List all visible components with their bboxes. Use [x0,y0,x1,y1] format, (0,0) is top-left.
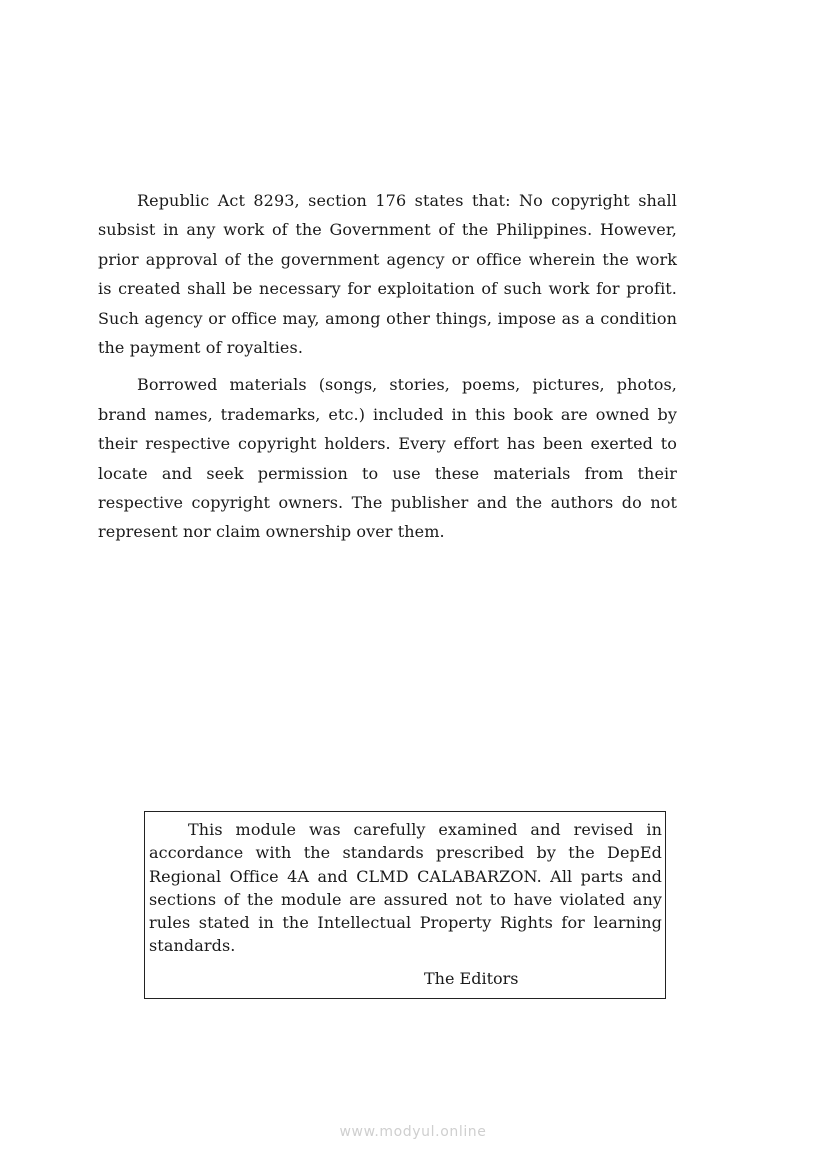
copyright-notice [98,186,677,555]
copyright-paragraph-republic-act: Republic Act 8293, section 176 states that: No copyright shall subsist in any work of the Government of the Philippines. However, prior approval of the government agency or office wherein the work is created shall be necessary for exploitation of such work for profit. Such agency or office may, among other things, impose as a condition the payment of royalties. [98,191,677,358]
copyright-paragraph-borrowed-materials: Borrowed materials (songs, stories, poems, pictures, photos, brand names, trademarks, etc.) included in this book are owned by their respective copyright holders. Every effort has been exerted to locate and seek permission to use these materials from their respective copyright owners. The publisher and the authors do not represent nor claim ownership over them. [98,375,677,542]
editors-notice-text: This module was carefully examined and revised in accordance with the standards prescribed by the DepEd Regional Office 4A and CLMD CALABARZON. All parts and sections of the module are assured not to have violated any rules stated in the Intellectual Property Rights for learning standards. [149,820,662,956]
watermark: www.modyul.online [339,1124,487,1140]
editors-notice-box [144,811,666,999]
editors-signature: The Editors [424,968,519,988]
